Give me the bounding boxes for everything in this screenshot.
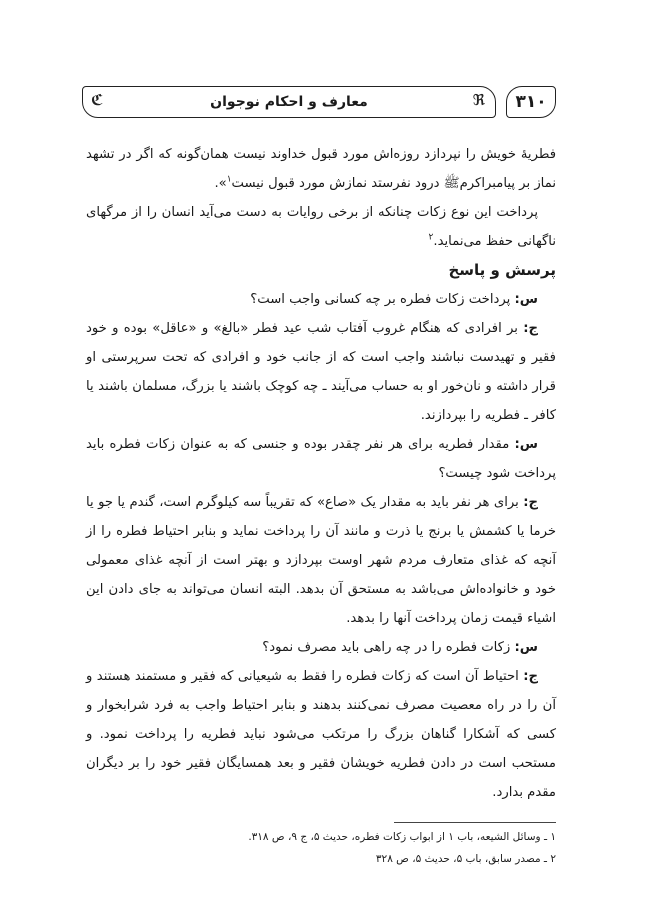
footnote-2: ۲ ـ مصدر سابق، باب ۵، حدیث ۵، ص ۳۲۸	[375, 853, 556, 865]
footnote-ref-1: ۱	[226, 174, 232, 185]
page-body	[86, 140, 556, 807]
ornament-left-icon: ℭ	[91, 91, 104, 109]
footnote-divider	[394, 822, 556, 823]
question-3: س: زکات فطره را در چه راهی باید مصرف نمود؟	[262, 640, 538, 655]
page-number: ۳۱۰	[506, 86, 556, 118]
page-header	[82, 84, 556, 120]
footnote-ref-2: ۲	[428, 232, 434, 243]
question-1: س: پرداخت زکات فطره بر چه کسانی واجب است؟	[250, 292, 538, 307]
running-title-box	[82, 86, 496, 118]
answer-3: ج: احتیاط آن است که زکات فطره را فقط به شیعیانی که فقیر و مستمند هستند و آن را در راه معصیت مصرف نمی‌کنند بدهند و بنابر احتیاط واجب به فرد شرابخوار و کسی که آشکارا گناهان بزرگ را مرتکب می‌شود نباید فطریه را پرداخت نمود. و مستحب است در دادن فطریه خویشان فقیر و بعد همسایگان فقیر خود را بر دیگران مقدم بدارد.	[86, 669, 556, 800]
answer-2: ج: برای هر نفر باید به مقدار یک «صاع» که تقریباً سه کیلوگرم است، گندم یا جو یا خرما یا کشمش یا برنج یا ذرت و مانند آن را پرداخت نماید و بنابر احتیاط فطره را از آنچه که غذای متعارف مردم شهر اوست بپردازد و بهتر است از آنچه غذای معمولی خود و خانواده‌اش می‌باشد به مستحق آن بدهد. البته انسان می‌تواند به جای دادن این اشیاء قیمت زمان پرداخت آنها را بدهد.	[86, 495, 556, 626]
answer-1: ج: بر افرادی که هنگام غروب آفتاب شب عید فطر «بالغ» و «عاقل» بوده و خود فقیر و تهیدست نباشند واجب است که از جانب خود و افرادی که تحت سرپرستی او قرار داشته و نان‌خور او به حساب می‌آیند ـ چه کوچک باشند یا بزرگ، مسلمان باشند یا کافر ـ فطریه را بپردازند.	[86, 321, 556, 423]
running-title: معارف و احکام نوجوان	[210, 94, 368, 110]
intro-paragraph-1: فطریهٔ خویش را نپردازد روزه‌اش مورد قبول خداوند نیست همان‌گونه که اگر در تشهد نماز بر پیامبراکرم‌ﷺ درود نفرستد نمازش مورد قبول نیست$^۱$».	[86, 147, 556, 191]
footnotes	[86, 826, 556, 870]
section-heading: پرسش و پاسخ	[448, 261, 556, 279]
footnote-1: ۱ ـ وسائل الشیعه، باب ۱ از ابواب زکات فطره، حدیث ۵، ج ۹، ص ۳۱۸.	[248, 831, 556, 843]
ornament-right-icon: ℜ	[472, 91, 485, 109]
question-2: س: مقدار فطریه برای هر نفر چقدر بوده و جنسی که به عنوان زکات فطره باید پرداخت شود چیست؟	[86, 437, 556, 481]
intro-paragraph-2: پرداخت این نوع زکات چنانکه از برخی روایات به دست می‌آید انسان را از مرگهای ناگهانی حفظ می‌نماید.$^۲$	[86, 205, 556, 249]
